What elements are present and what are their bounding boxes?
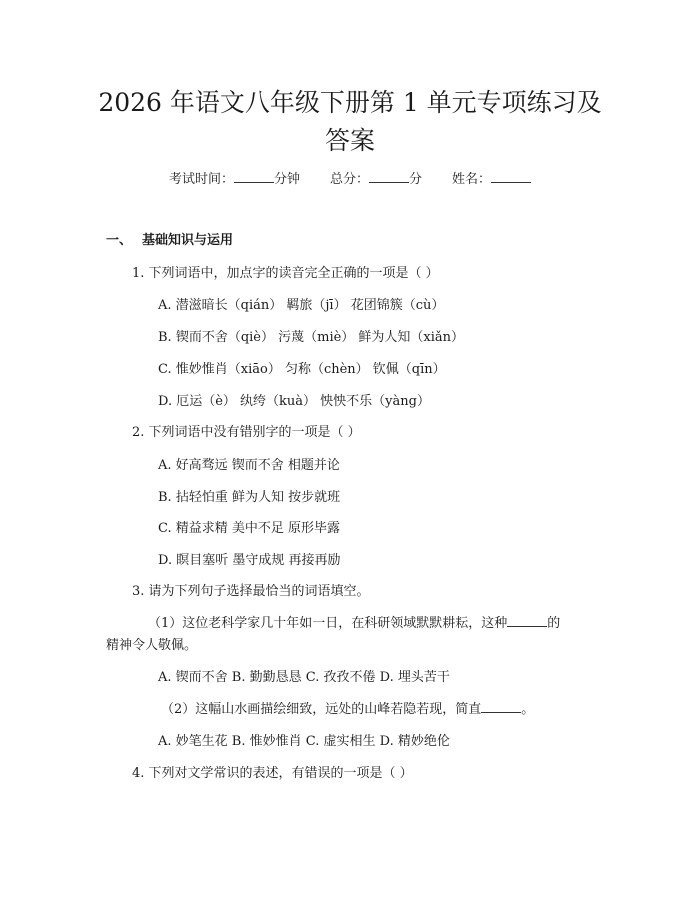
time-label: 考试时间： [168,172,234,187]
section-title: 基础知识与运用 [142,233,234,248]
question-1-option-a: A. 潜滋暗长（qián） 羁旅（jī） 花团锦簇（cù） [158,298,445,313]
sentence-2-blank [481,700,521,713]
question-3-options-2: A. 妙笔生花 B. 惟妙惟肖 C. 虚实相生 D. 精妙绝伦 [158,734,450,749]
question-2-option-b: B. 拈轻怕重 鲜为人知 按步就班 [158,490,341,505]
page-title: 2026 年语文八年级下册第 1 单元专项练习及答案 [98,88,602,155]
name-label: 姓名： [452,172,492,187]
time-blank [234,170,274,183]
question-3-sentence-1 [148,612,560,631]
sentence-2-text: （2）这幅山水画描绘细致，远处的山峰若隐若现，简直 [161,702,482,717]
name-blank [491,170,531,183]
question-3-stem: 3. 请为下列句子选择最恰当的词语填空。 [132,584,370,599]
score-label: 总分： [329,172,369,187]
question-3-sentence-1-cont: 精神令人敬佩。 [106,638,198,653]
sentence-1-end: 的 [547,616,561,631]
question-1-stem: 1. 下列词语中，加点字的读音完全正确的一项是（ ） [132,266,439,281]
question-3-sentence-2 [161,698,534,717]
question-2-option-d: D. 瞑目塞听 墨守成规 再接再励 [158,553,341,568]
sentence-1-blank [507,614,547,627]
question-2-option-a: A. 好高骛远 锲而不舍 相题并论 [158,458,340,473]
section-number: 一、 [106,233,133,248]
question-1-option-d: D. 厄运（è） 纨绔（kuà） 怏怏不乐（yàng） [158,394,430,409]
question-2-stem: 2. 下列词语中没有错别字的一项是（ ） [132,425,361,440]
question-3-options-1: A. 锲而不舍 B. 勤勤恳恳 C. 孜孜不倦 D. 埋头苦干 [158,670,450,685]
question-4-stem: 4. 下列对文学常识的表述，有错误的一项是（ ） [132,766,413,781]
time-unit: 分钟 [273,172,300,187]
sentence-1-text: （1）这位老科学家几十年如一日，在科研领域默默耕耘，这种 [148,616,508,631]
question-2-option-c: C. 精益求精 美中不足 原形毕露 [158,521,341,536]
sentence-2-end: 。 [521,702,535,717]
score-unit: 分 [409,172,423,187]
question-1-option-b: B. 锲而不舍（qiè） 污蔑（miè） 鲜为人知（xiǎn） [158,330,465,345]
question-1-option-c: C. 惟妙惟肖（xiāo） 匀称（chèn） 钦佩（qīn） [158,362,446,377]
exam-meta [0,168,700,187]
section-heading [106,229,233,248]
score-blank [369,170,409,183]
